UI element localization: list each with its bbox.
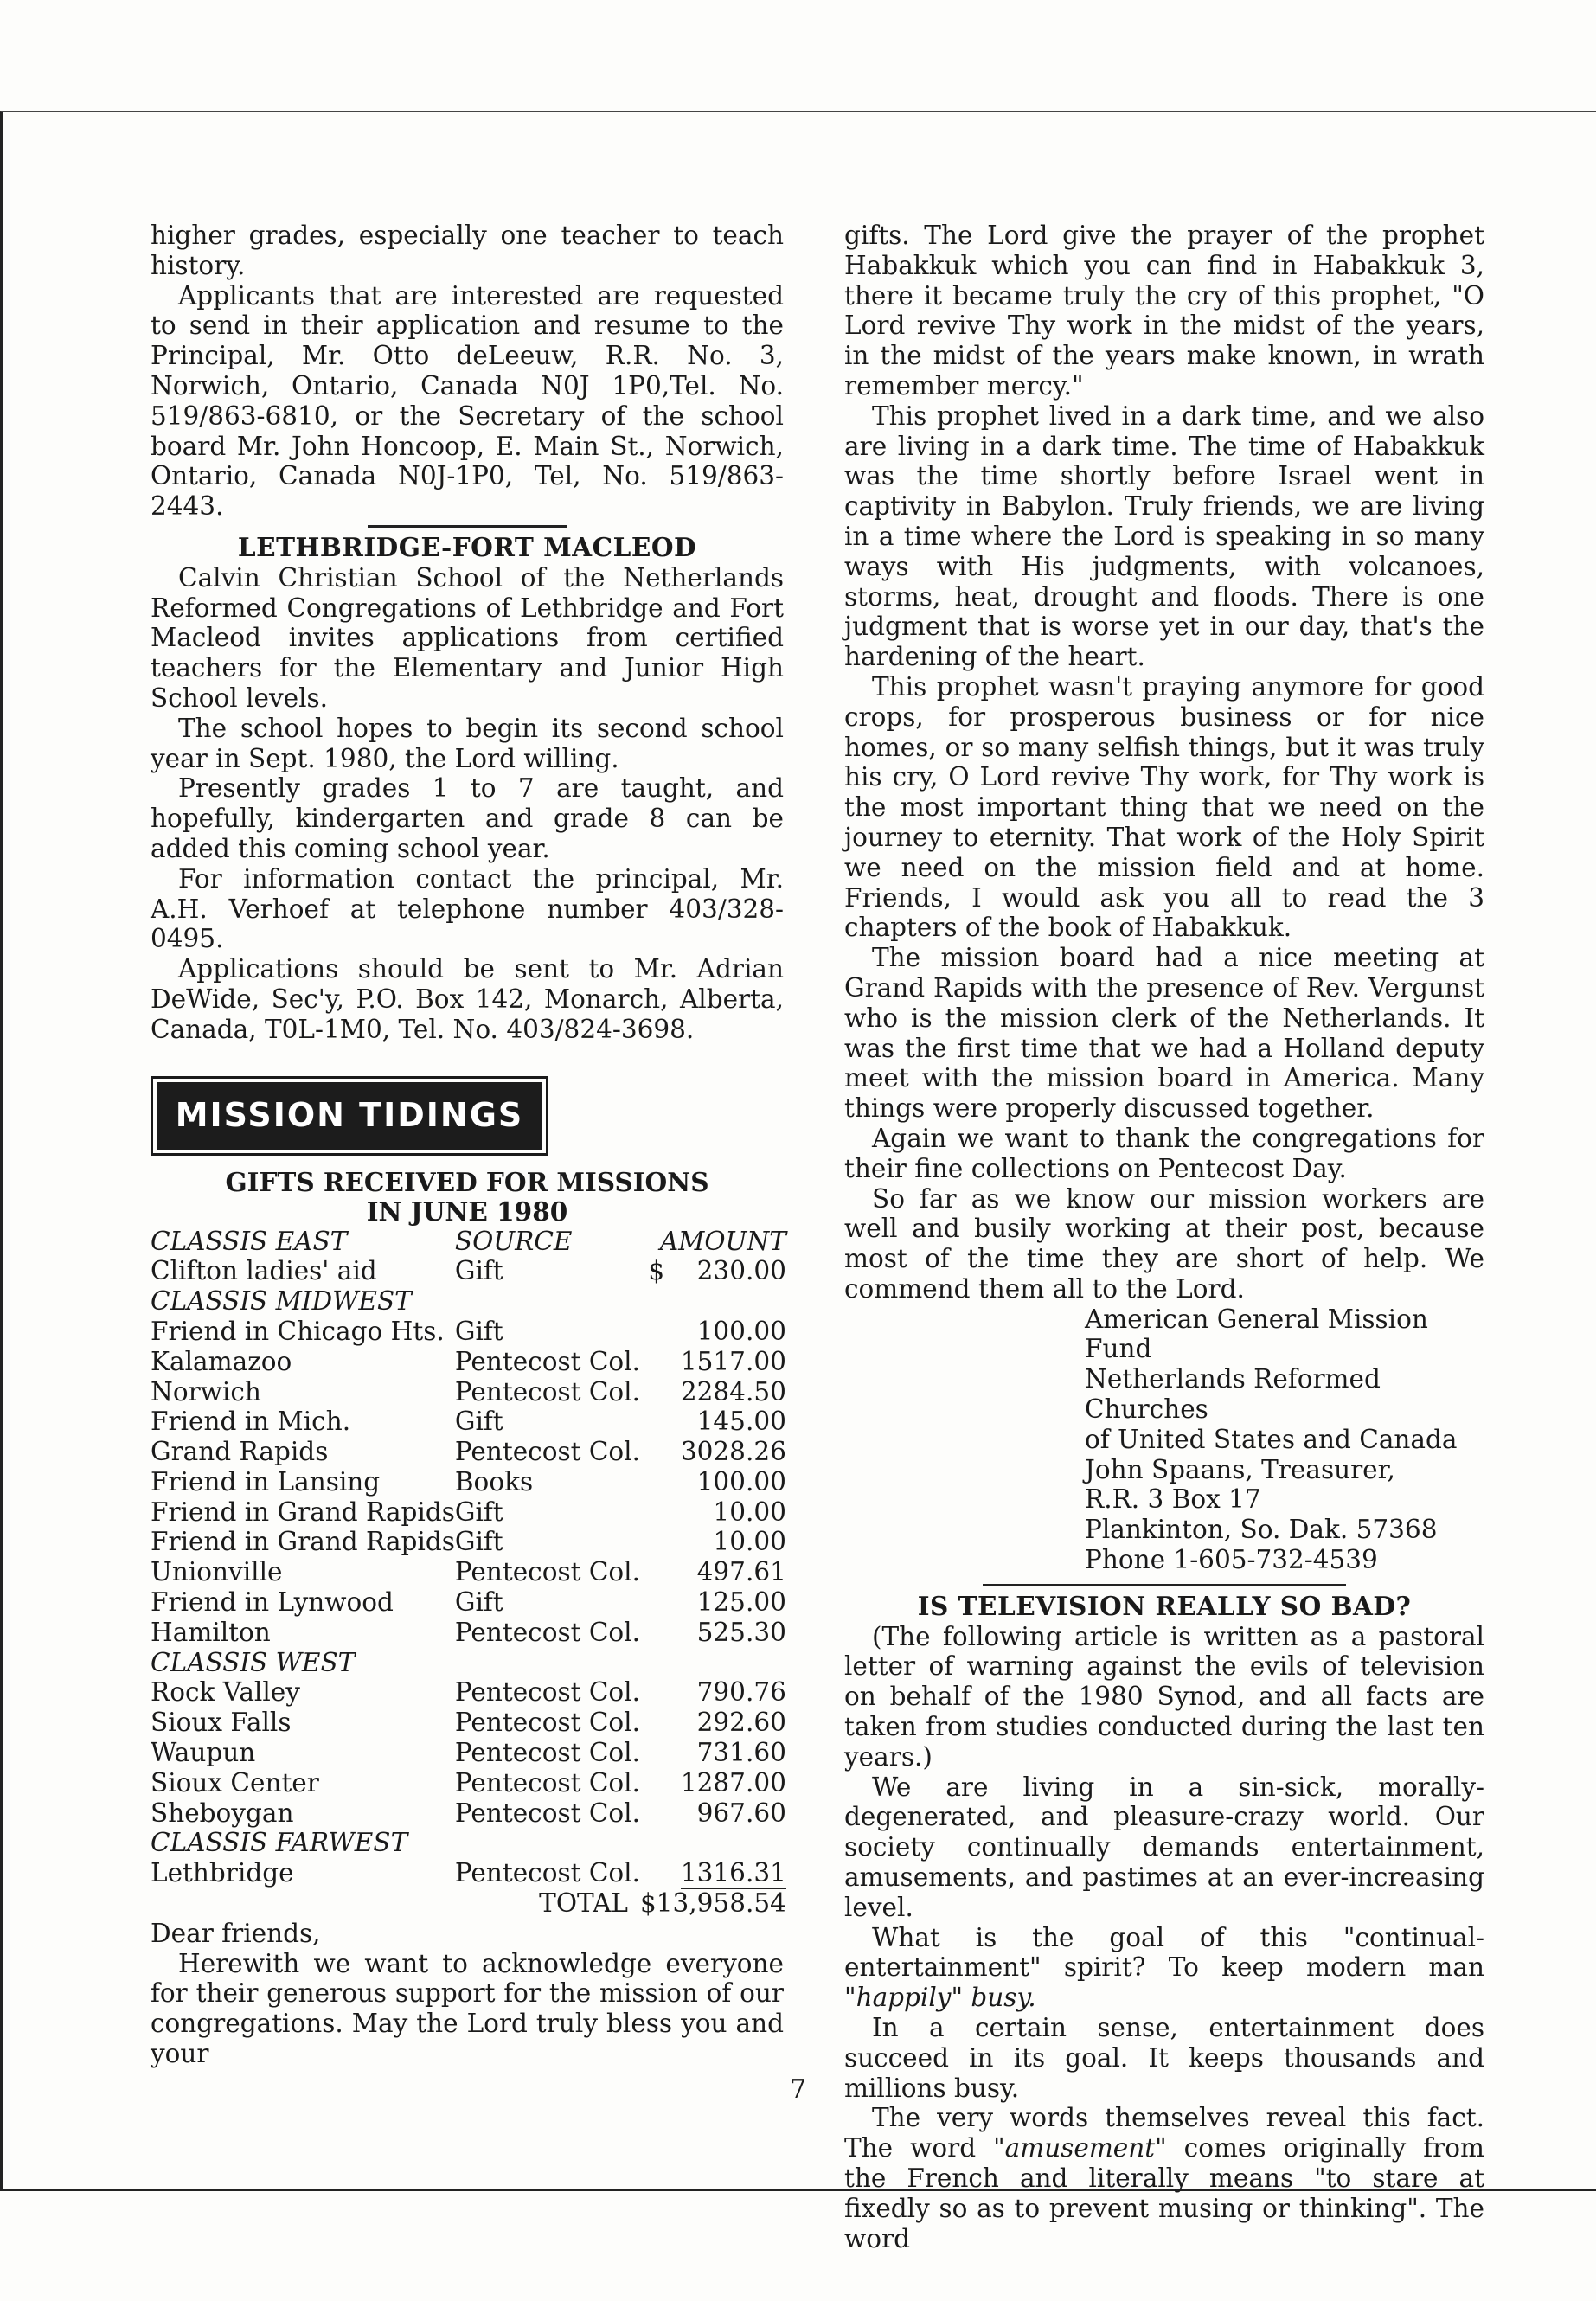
donor-source: Gift (454, 1407, 503, 1437)
tv-paragraph: In a certain sense, entertainment does succeed in its goal. It keeps thousands and millions busy. (844, 2013, 1484, 2103)
donor-name: Friend in Chicago Hts. (151, 1316, 445, 1346)
table-row (151, 1527, 786, 1557)
table-row (151, 1317, 786, 1347)
table-row (151, 1618, 786, 1648)
table-row (151, 1738, 786, 1768)
lethbridge-paragraph: The school hopes to begin its second school year in Sept. 1980, the Lord willing. (151, 713, 784, 773)
signature-line: John Spaans, Treasurer, (1085, 1454, 1395, 1484)
donor-amount: 790.76 (696, 1677, 786, 1708)
donor-source: Books (454, 1466, 534, 1497)
tv-paragraph (844, 2103, 1484, 2253)
gifts-title-line-1: GIFTS RECEIVED FOR MISSIONS (225, 1166, 709, 1197)
donor-source: Pentecost Col. (454, 1376, 640, 1407)
donor-amount: 100.00 (696, 1316, 786, 1346)
tv-emphasis: amusement (1004, 2133, 1156, 2163)
signature-line: American General Mission Fund (1085, 1304, 1428, 1364)
donor-name: Sioux Center (151, 1767, 319, 1798)
table-row (151, 1858, 786, 1888)
table-row (151, 1437, 786, 1467)
tv-text: " comes originally from the French and literally means "to stare at fixedly so as to prevent musing or thinking". The word (844, 2133, 1484, 2253)
section-divider (983, 1584, 1346, 1586)
table-row (151, 1768, 786, 1798)
donor-source: Gift (454, 1256, 503, 1286)
donor-source: Pentecost Col. (454, 1617, 640, 1647)
table-row (151, 1407, 786, 1437)
donor-source: Pentecost Col. (454, 1738, 640, 1768)
lethbridge-paragraph: For information contact the principal, Mr. A.H. Verhoef at telephone number 403/328-0495. (151, 863, 784, 954)
donor-source: Pentecost Col. (454, 1557, 640, 1587)
left-column (151, 221, 784, 2069)
donor-name: Grand Rapids (151, 1437, 329, 1467)
letter-paragraph: The mission board had a nice meeting at Grand Rapids with the presence of Rev. Vergunst who is the mission clerk of the Netherlands. It was the first time that we had a Holland deputy meet with the mission board in America. Many things were properly discussed together. (844, 943, 1484, 1124)
intro-paragraph-1: higher grades, especially one teacher to teach history. (151, 221, 784, 280)
classis-east-label: CLASSIS EAST (151, 1226, 348, 1256)
tv-paragraph: We are living in a sin-sick, morally-degenerated, and pleasure-crazy world. Our society continually demands entertainment, amusements, and pastimes at an ever-increasing level. (844, 1772, 1484, 1922)
tv-text: " (951, 1983, 971, 2013)
donor-source: Gift (454, 1316, 503, 1346)
table-row (151, 1256, 786, 1286)
donor-source: Pentecost Col. (454, 1437, 640, 1467)
signature-block (1085, 1304, 1484, 1575)
tv-paragraph (844, 1923, 1484, 2013)
signature-line: of United States and Canada (1085, 1424, 1458, 1454)
table-row (151, 1497, 786, 1528)
donor-amount: 145.00 (696, 1407, 786, 1437)
total-spacer (151, 1888, 455, 1919)
donor-amount: 100.00 (696, 1466, 786, 1497)
source-header: SOURCE (454, 1226, 573, 1256)
donor-name: Friend in Grand Rapids (151, 1527, 455, 1557)
tv-paragraph: (The following article is written as a pastoral letter of warning against the evils of television on behalf of the 1980 Synod, and all facts are taken from studies conducted during the last ten years.) (844, 1621, 1484, 1772)
page-number: 7 (789, 2074, 807, 2105)
tv-text: The very words themselves reveal this fact. The word " (844, 2103, 1484, 2163)
donor-name: Friend in Lansing (151, 1466, 381, 1497)
donor-amount: 2284.50 (680, 1376, 786, 1407)
donor-source: Pentecost Col. (454, 1346, 640, 1376)
tv-heading: IS TELEVISION REALLY SO BAD? (917, 1590, 1412, 1621)
donor-source: Pentecost Col. (454, 1858, 640, 1888)
letter-paragraph: So far as we know our mission workers are well and busily working at their post, because most of the time they are short of help. We commend them all to the Lord. (844, 1183, 1484, 1304)
donor-name: Unionville (151, 1557, 283, 1587)
donor-source: Pentecost Col. (454, 1798, 640, 1828)
donor-source: Gift (454, 1587, 503, 1618)
donor-name: Rock Valley (151, 1677, 300, 1708)
donor-amount: 497.61 (696, 1557, 786, 1587)
donor-amount: 525.30 (696, 1617, 786, 1647)
donor-amount-cell (640, 1858, 786, 1888)
classis-farwest-label: CLASSIS FARWEST (151, 1828, 408, 1858)
lethbridge-paragraph: Presently grades 1 to 7 are taught, and hopefully, kindergarten and grade 8 can be added this coming school year. (151, 773, 784, 863)
table-row (151, 1587, 786, 1618)
donor-name: Sheboygan (151, 1798, 294, 1828)
gifts-title (151, 1168, 784, 1227)
table-row (151, 1377, 786, 1407)
donor-amount: 731.60 (696, 1738, 786, 1768)
donor-amount: 1287.00 (680, 1767, 786, 1798)
signature-line: R.R. 3 Box 17 (1085, 1484, 1261, 1515)
letter-paragraph: Herewith we want to acknowledge everyone for their generous support for the mission of our congregations. May the Lord truly bless you and your (151, 1948, 784, 2069)
letter-paragraph: This prophet lived in a dark time, and we also are living in a dark time. The time of Habakkuk was the time shortly before Israel went in captivity in Babylon. Truly friends, we are living in a time where the Lord is speaking in so many ways with His judgments, with volcanoes, storms, heat, drought and floods. There is one judgment that is worse yet in our day, that's the hardening of the heart. (844, 401, 1484, 672)
total-row (151, 1888, 786, 1919)
lethbridge-paragraph: Applications should be sent to Mr. Adrian DeWide, Sec'y, P.O. Box 142, Monarch, Alberta, Canada, T0L-1M0, Tel. No. 403/824-3698. (151, 954, 784, 1044)
letter-paragraph: Again we want to thank the congregations for their fine collections on Pentecost Day. (844, 1123, 1484, 1183)
lethbridge-heading: LETHBRIDGE-FORT MACLEOD (237, 531, 697, 562)
donor-amount: 3028.26 (680, 1437, 786, 1467)
intro-paragraph-2: Applicants that are interested are requested to send in their application and resume to the Principal, Mr. Otto deLeeuw, R.R. No. 3, Norwich, Ontario, Canada N0J 1P0,Tel. No. 519/863-6810, or the Secretary of the school board Mr. John Honcoop, E. Main St., Norwich, Ontario, Canada N0J-1P0, Tel, No. 519/863-2443. (151, 280, 784, 522)
tv-emphasis: busy. (971, 1983, 1036, 2013)
classis-west-label: CLASSIS WEST (151, 1647, 356, 1677)
amount-header: AMOUNT (659, 1226, 786, 1256)
donor-name: Hamilton (151, 1617, 271, 1647)
donor-amount: 292.60 (696, 1708, 786, 1738)
signature-line: Netherlands Reformed Churches (1085, 1364, 1381, 1425)
mission-tidings-banner-text: MISSION TIDINGS (157, 1082, 542, 1150)
donor-name: Kalamazoo (151, 1346, 292, 1376)
donor-name: Lethbridge (151, 1858, 294, 1888)
table-row (151, 1467, 786, 1497)
right-column (844, 221, 1484, 2253)
classis-row (151, 1286, 786, 1317)
gifts-table (151, 1227, 786, 1919)
donor-amount: 1517.00 (680, 1346, 786, 1376)
section-divider (368, 525, 567, 528)
donor-amount: 967.60 (696, 1798, 786, 1828)
donor-source: Pentecost Col. (454, 1708, 640, 1738)
letter-salutation: Dear friends, (151, 1918, 321, 1948)
classis-row (151, 1648, 786, 1678)
donor-amount: $ 230.00 (648, 1256, 786, 1286)
table-row (151, 1557, 786, 1587)
lethbridge-paragraph: Calvin Christian School of the Netherlands Reformed Congregations of Lethbridge and Fort Macleod invites applications from certified teachers for the Elementary and Junior High School levels. (151, 562, 784, 713)
donor-name: Sioux Falls (151, 1708, 292, 1738)
signature-line: Plankinton, So. Dak. 57368 (1085, 1515, 1438, 1545)
donor-amount: 10.00 (713, 1527, 786, 1557)
letter-paragraph: This prophet wasn't praying anymore for good crops, for prosperous business or for nice homes, or so many selfish things, but it was truly his cry, O Lord revive Thy work, for Thy work is the most important thing that we need on the journey to eternity. That work of the Holy Spirit we need on the mission field and at home. Friends, I would ask you all to read the 3 chapters of the book of Habakkuk. (844, 671, 1484, 943)
tv-emphasis: happily (856, 1983, 952, 2013)
donor-name: Friend in Lynwood (151, 1587, 394, 1618)
donor-amount: 1316.31 (680, 1858, 786, 1888)
table-row (151, 1347, 786, 1377)
donor-source: Pentecost Col. (454, 1677, 640, 1708)
table-row (151, 1708, 786, 1738)
classis-midwest-label: CLASSIS MIDWEST (151, 1286, 412, 1317)
donor-source: Pentecost Col. (454, 1767, 640, 1798)
donor-amount: 10.00 (713, 1497, 786, 1527)
tv-text: What is the goal of this "continual-entertainment" spirit? To keep modern man " (844, 1922, 1484, 2013)
letter-continuation: gifts. The Lord give the prayer of the prophet Habakkuk which you can find in Habakkuk 3, there it became truly the cry of this prophet, "O Lord revive Thy work in the midst of the years, in the midst of the years make known, in wrath remember mercy." (844, 221, 1484, 401)
mission-tidings-banner (151, 1076, 548, 1156)
total-amount: $13,958.54 (639, 1888, 786, 1919)
gifts-table-header (151, 1227, 786, 1257)
donor-amount: 125.00 (696, 1587, 786, 1618)
classis-row (151, 1828, 786, 1858)
donor-name: Friend in Grand Rapids (151, 1497, 455, 1527)
donor-name: Clifton ladies' aid (151, 1256, 377, 1286)
table-row (151, 1677, 786, 1708)
table-row (151, 1798, 786, 1829)
donor-source: Gift (454, 1497, 503, 1527)
donor-name: Friend in Mich. (151, 1407, 351, 1437)
donor-name: Norwich (151, 1376, 261, 1407)
total-label: TOTAL (539, 1888, 628, 1919)
gifts-title-line-2: IN JUNE 1980 (366, 1195, 568, 1227)
donor-source: Gift (454, 1527, 503, 1557)
signature-line: Phone 1-605-732-4539 (1085, 1545, 1378, 1575)
donor-name: Waupun (151, 1738, 256, 1768)
